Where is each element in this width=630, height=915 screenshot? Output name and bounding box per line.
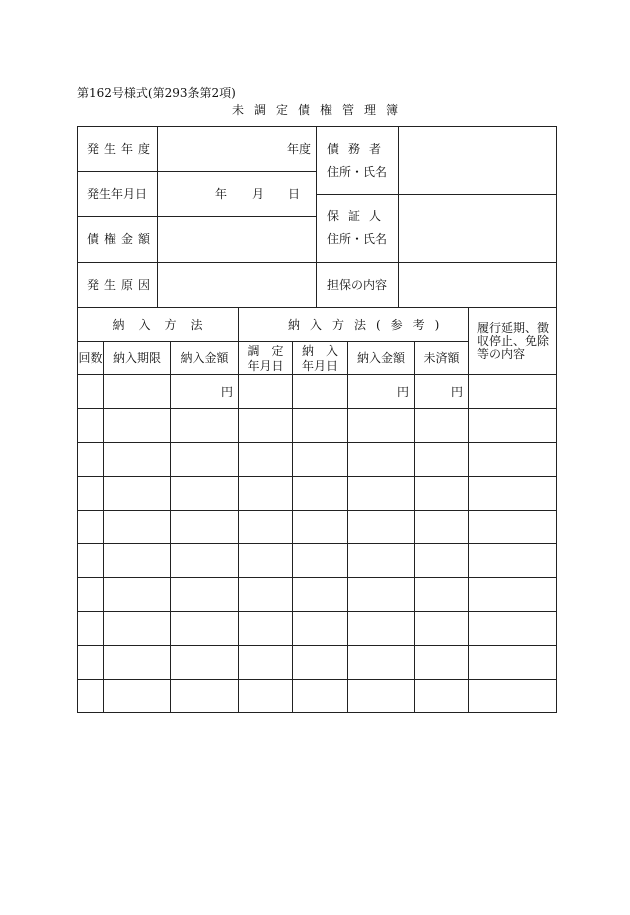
- guarantor-label: 保証人: [327, 209, 391, 223]
- yen-unit-paid-amount: 円: [397, 385, 410, 399]
- date-month-unit: 月: [252, 187, 265, 201]
- date-day-unit: 日: [288, 187, 301, 201]
- payment-method-label: 納入方法: [112, 318, 217, 332]
- col-due-date: 納入期限: [112, 351, 161, 365]
- col-adjust-date-line2: 年月日: [247, 359, 284, 373]
- debtor-label: 債務者: [327, 142, 391, 156]
- col-unpaid: 未済額: [423, 351, 460, 365]
- page-title: 未調定債権管理簿: [231, 103, 408, 117]
- col-count: 回数: [78, 351, 103, 365]
- col-paid-amount: 納入金額: [356, 351, 405, 365]
- debtor-address-label: 住所・氏名: [327, 165, 388, 179]
- payment-method-ref-label: [288, 318, 449, 332]
- col-amount: 納入金額: [180, 351, 229, 365]
- occurrence-date-label: 発生年月日: [87, 187, 148, 201]
- form-number: 第162号様式(第293条第2項): [77, 86, 236, 100]
- yen-unit-amount: 円: [221, 385, 234, 399]
- col-paid-date-line1: 納 入: [301, 344, 338, 358]
- remarks-label: 履行延期、徴収停止、免除等の内容: [477, 321, 550, 361]
- cause-label: 発生原因: [87, 278, 156, 292]
- payment-method-ref-text: 納入方法(参考): [288, 318, 450, 332]
- amount-label: 債権金額: [87, 232, 156, 246]
- date-year-unit: 年: [215, 187, 228, 201]
- guarantor-address-label: 住所・氏名: [327, 232, 388, 246]
- col-adjust-date-line1: 調 定: [247, 344, 284, 358]
- yen-unit-unpaid: 円: [451, 385, 464, 399]
- occurrence-year-label: 発生年度: [87, 142, 156, 156]
- col-paid-date-line2: 年月日: [301, 359, 338, 373]
- collateral-label: 担保の内容: [327, 278, 388, 292]
- year-unit: 年度: [287, 142, 312, 156]
